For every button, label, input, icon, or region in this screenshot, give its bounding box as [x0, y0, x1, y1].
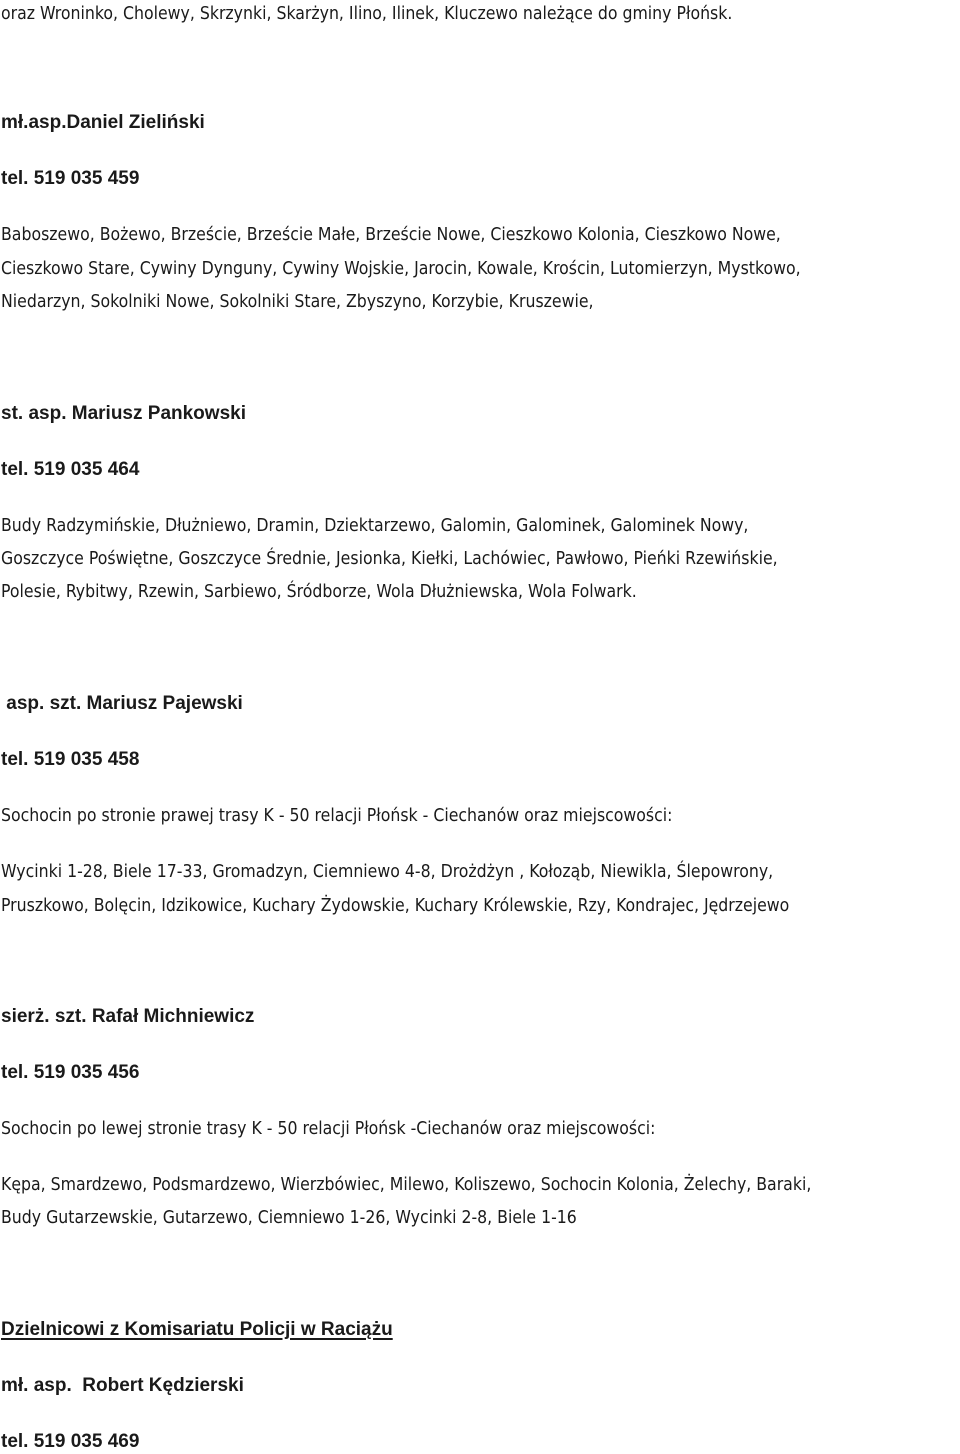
- locality-line: Pruszkowo, Bolęcin, Idzikowice, Kuchary Żydowskie, Kuchary Królewskie, Rzy, Kondrajec, Jędrzejewo: [1, 896, 790, 916]
- locality-line: Budy Radzymińskie, Dłużniewo, Dramin, Dziektarzewo, Galomin, Galominek, Galominek Nowy,: [1, 516, 749, 536]
- locality-line: Polesie, Rybitwy, Rzewin, Sarbiewo, Śródborze, Wola Dłużniewska, Wola Folwark.: [1, 582, 637, 602]
- locality-line: Budy Gutarzewskie, Gutarzewo, Ciemniewo 1-26, Wycinki 2-8, Biele 1-16: [1, 1208, 577, 1228]
- locality-line: Goszczyce Poświętne, Goszczyce Średnie, Jesionka, Kiełki, Lachówiec, Pawłowo, Pieńki Rzewińskie,: [1, 549, 778, 569]
- locality-line: Baboszewo, Bożewo, Brzeście, Brzeście Małe, Brzeście Nowe, Cieszkowo Kolonia, Cieszkowo Nowe,: [1, 225, 781, 245]
- officer-name: asp. szt. Mariusz Pajewski: [1, 693, 243, 714]
- locality-line: Wycinki 1-28, Biele 17-33, Gromadzyn, Ciemniewo 4-8, Drożdżyn , Kołoząb, Niewikla, Ślepowrony,: [1, 862, 774, 882]
- intro-line: oraz Wroninko, Cholewy, Skrzynki, Skarżyn, Ilino, Ilinek, Kluczewo należące do gminy Płońsk.: [1, 4, 733, 24]
- officer-phone: tel. 519 035 458: [1, 749, 140, 770]
- locality-line: Niedarzyn, Sokolniki Nowe, Sokolniki Stare, Zbyszyno, Korzybie, Kruszewie,: [1, 292, 594, 312]
- officer-name: sierż. szt. Rafał Michniewicz: [1, 1006, 255, 1027]
- description-line: Sochocin po lewej stronie trasy K - 50 relacji Płońsk -Ciechanów oraz miejscowości:: [1, 1119, 656, 1139]
- officer-phone: tel. 519 035 459: [1, 168, 140, 189]
- description-line: Sochocin po stronie prawej trasy K - 50 relacji Płońsk - Ciechanów oraz miejscowości:: [1, 806, 673, 826]
- officer-phone: tel. 519 035 456: [1, 1062, 140, 1083]
- officer-phone: tel. 519 035 469: [1, 1431, 140, 1452]
- officer-phone: tel. 519 035 464: [1, 459, 140, 480]
- station-heading: Dzielnicowi z Komisariatu Policji w Raciążu: [1, 1319, 393, 1340]
- locality-line: Kępa, Smardzewo, Podsmardzewo, Wierzbówiec, Milewo, Koliszewo, Sochocin Kolonia, Żelechy, Baraki,: [1, 1175, 812, 1195]
- officer-name: st. asp. Mariusz Pankowski: [1, 403, 246, 424]
- officer-name: mł.asp.Daniel Zieliński: [1, 112, 205, 133]
- locality-line: Cieszkowo Stare, Cywiny Dynguny, Cywiny Wojskie, Jarocin, Kowale, Krościn, Lutomierzyn, Mystkowo,: [1, 259, 801, 279]
- officer-name: mł. asp. Robert Kędzierski: [1, 1375, 244, 1396]
